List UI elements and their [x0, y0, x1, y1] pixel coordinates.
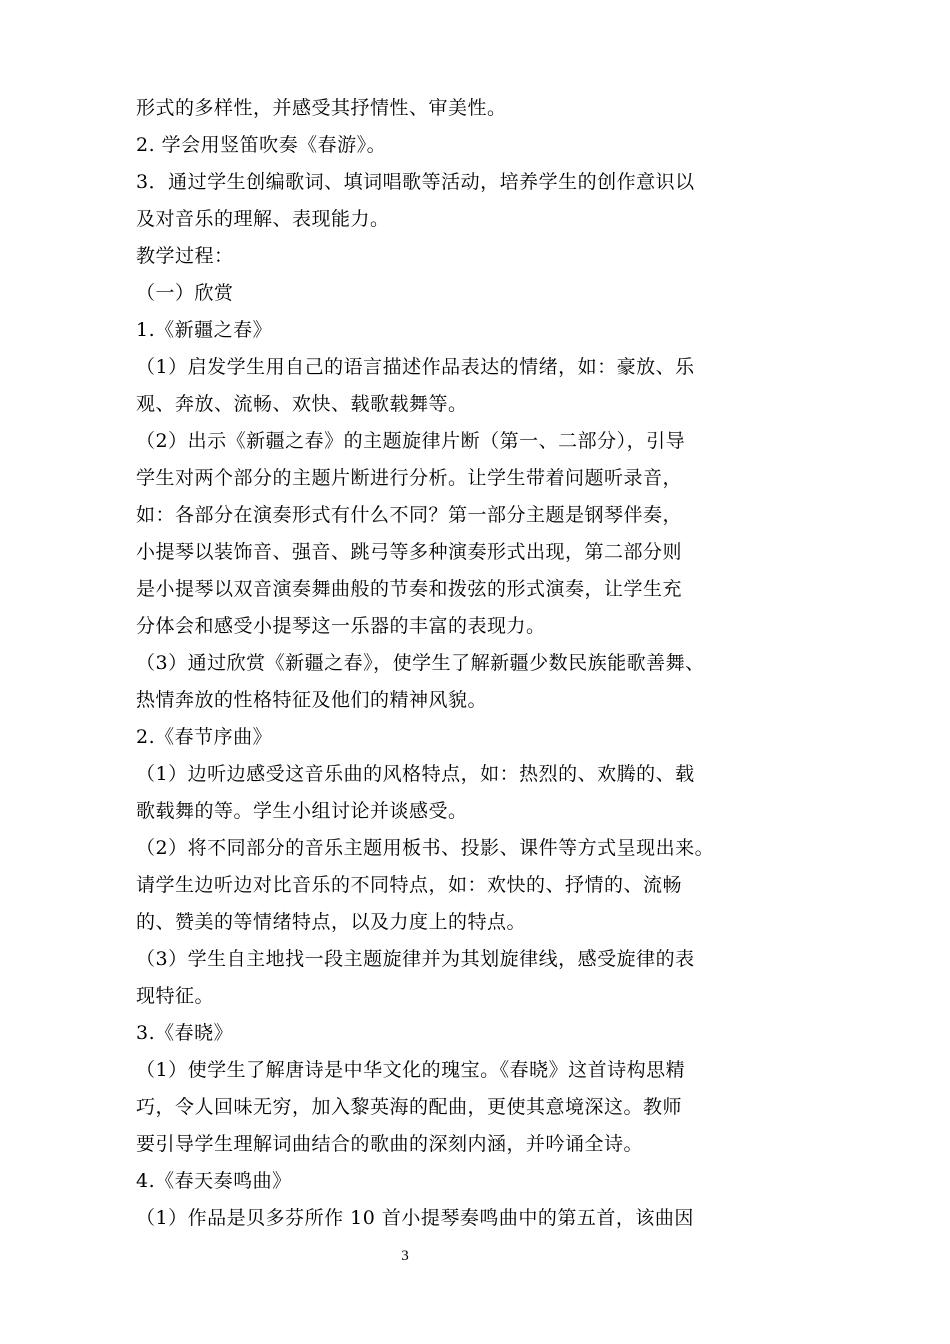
text-line: 的、赞美的等情绪特点，以及力度上的特点。	[136, 911, 527, 933]
text-line: （2）将不同部分的音乐主题用板书、投影、课件等方式呈现出来。	[136, 837, 715, 859]
text-line: （1）作品是贝多芬所作 10 首小提琴奏鸣曲中的第五首，该曲因	[136, 1207, 694, 1229]
text-line: 2. 学会用竖笛吹奏《春游》。	[136, 134, 387, 156]
body-text	[136, 90, 715, 1237]
text-line: 要引导学生理解词曲结合的歌曲的深刻内涵，并吟诵全诗。	[136, 1133, 644, 1155]
text-line: 是小提琴以双音演奏舞曲般的节奏和拨弦的形式演奏，让学生充	[136, 578, 683, 600]
section-heading: （一）欣赏	[136, 282, 234, 304]
text-line: （1）边听边感受这音乐曲的风格特点，如：热烈的、欢腾的、载	[136, 763, 695, 785]
text-line: 观、奔放、流畅、欢快、载歌载舞等。	[136, 393, 468, 415]
text-line: 小提琴以装饰音、强音、跳弓等多种演奏形式出现，第二部分则	[136, 541, 683, 563]
section-heading: 教学过程：	[136, 245, 234, 267]
text-line: 及对音乐的理解、表现能力。	[136, 208, 390, 230]
page-number: 3	[401, 1248, 409, 1264]
item-heading: 1.《新疆之春》	[136, 319, 273, 341]
text-line: （1）使学生了解唐诗是中华文化的瑰宝。《春晓》这首诗构思精	[136, 1059, 686, 1081]
text-line: 现特征。	[136, 985, 215, 1007]
text-line: 学生对两个部分的主题片断进行分析。让学生带着问题听录音，	[136, 467, 683, 489]
text-line: （3）学生自主地找一段主题旋律并为其划旋律线，感受旋律的表	[136, 948, 695, 970]
text-line: （1）启发学生用自己的语言描述作品表达的情绪，如：豪放、乐	[136, 356, 695, 378]
text-line: 请学生边听边对比音乐的不同特点，如：欢快的、抒情的、流畅	[136, 874, 683, 896]
text-line: 形式的多样性，并感受其抒情性、审美性。	[136, 97, 507, 119]
text-line: （2）出示《新疆之春》的主题旋律片断（第一、二部分），引导	[136, 430, 686, 452]
item-heading: 3.《春晓》	[136, 1022, 234, 1044]
text-line: （3）通过欣赏《新疆之春》，使学生了解新疆少数民族能歌善舞、	[136, 652, 705, 674]
text-line: 巧，令人回味无穷，加入黎英海的配曲，更使其意境深这。教师	[136, 1096, 683, 1118]
text-line: 如：各部分在演奏形式有什么不同？第一部分主题是钢琴伴奏，	[136, 504, 683, 526]
item-heading: 4.《春天奏鸣曲》	[136, 1170, 292, 1192]
text-line: 分体会和感受小提琴这一乐器的丰富的表现力。	[136, 615, 546, 637]
text-line: 歌载舞的等。学生小组讨论并谈感受。	[136, 800, 468, 822]
text-line: 热情奔放的性格特征及他们的精神风貌。	[136, 689, 488, 711]
text-line: 3．通过学生创编歌词、填词唱歌等活动，培养学生的创作意识以	[136, 171, 695, 193]
item-heading: 2.《春节序曲》	[136, 726, 273, 748]
